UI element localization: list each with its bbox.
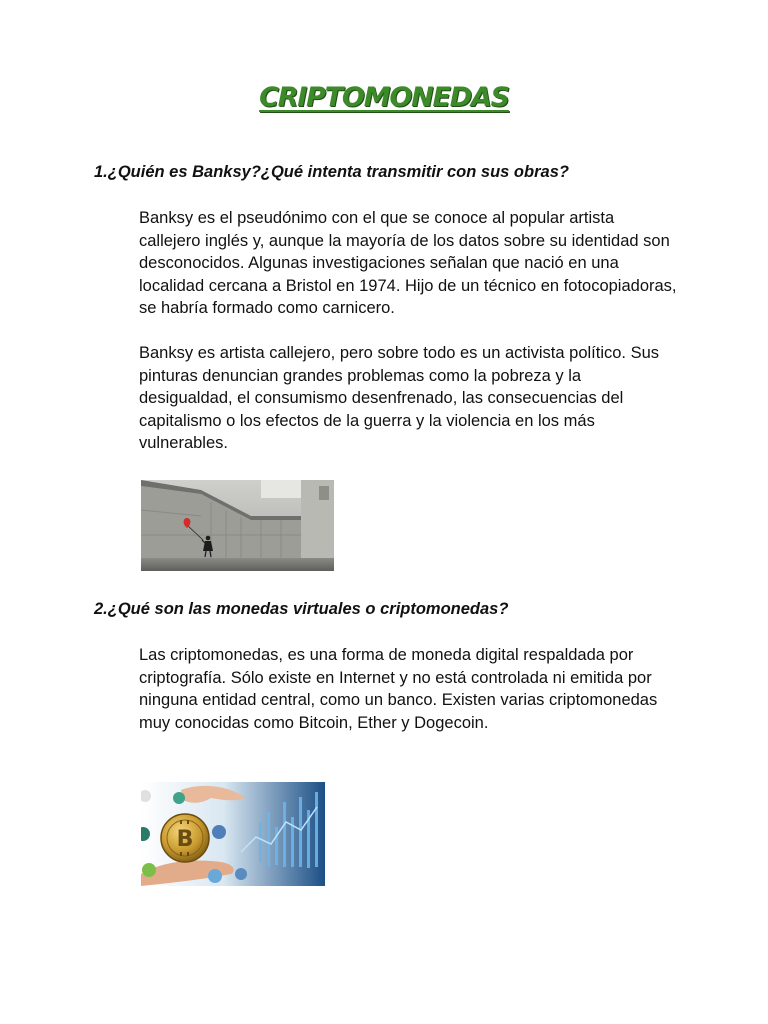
question-1: 1.¿Quién es Banksy?¿Qué intenta transmitir con sus obras? — [94, 163, 569, 181]
svg-text:B: B — [176, 827, 194, 852]
paragraph-crypto-definition: Las criptomonedas, es una forma de moneda digital respaldada por criptografía. Sólo existe en Internet y no está controlada ni emitida por ninguna entidad central, como un banco. Existen varias criptomonedas muy conocidas como Bitcoin, Ether y Dogecoin. — [139, 646, 658, 732]
banksy-mural-image — [141, 480, 334, 571]
page-title: CRIPTOMONEDAS — [259, 82, 509, 113]
paragraph-banksy-identity: Banksy es el pseudónimo con el que se conoce al popular artista callejero inglés y, aunque la mayoría de los datos sobre su identidad son desconocidos. Algunas investigaciones señalan que nació en una localidad cercana a Bristol en 1974. Hijo de un técnico en fotocopiadoras, se habría formado como carnicero. — [139, 209, 677, 318]
paragraph-banksy-activism: Banksy es artista callejero, pero sobre todo es un activista político. Sus pinturas denuncian grandes problemas como la pobreza y la desigualdad, el consumismo desenfrenado, las consecuencias del capitalismo o los efectos de la guerra y la violencia en los más vulnerables. — [139, 344, 660, 453]
question-2: 2.¿Qué son las monedas virtuales o criptomonedas? — [94, 600, 509, 618]
crypto-image — [141, 782, 325, 886]
